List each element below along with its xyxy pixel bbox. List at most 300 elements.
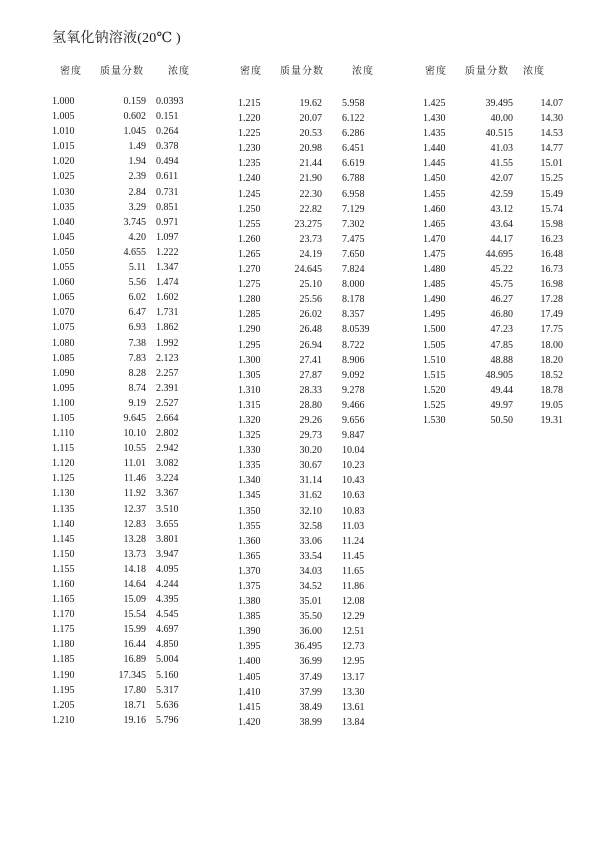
concentration-cell: 17.75 [540,324,563,336]
concentration-cell: 14.07 [540,98,563,109]
concentration-cell: 3.082 [156,458,179,470]
concentration-cell: 9.847 [342,430,365,442]
density-cell: 1.270 [238,264,261,276]
concentration-cell: 2.527 [156,397,179,409]
mass-fraction-cell: 23.73 [299,233,322,245]
mass-fraction-cell: 22.30 [299,188,322,200]
mass-fraction-cell: 27.87 [299,369,322,381]
mass-fraction-cell: 50.50 [490,414,513,426]
density-cell: 1.330 [238,445,261,457]
density-cell: 1.380 [238,596,261,608]
density-cell: 1.400 [238,656,261,668]
mass-fraction-cell: 42.07 [490,173,513,185]
density-cell: 1.520 [423,384,446,396]
concentration-cell: 1.992 [156,337,179,349]
mass-fraction-cell: 45.75 [490,279,513,291]
mass-fraction-cell: 49.97 [490,399,513,411]
mass-fraction-cell: 13.73 [123,548,146,560]
concentration-cell: 12.51 [342,626,365,638]
concentration-cell: 5.004 [156,654,179,666]
density-cell: 1.470 [423,233,446,245]
density-cell: 1.530 [423,414,446,426]
concentration-cell: 5.796 [156,714,179,726]
density-cell: 1.205 [52,699,75,711]
concentration-cell: 15.01 [540,158,563,170]
concentration-cell: 10.63 [342,490,365,502]
density-cell: 1.015 [52,141,75,153]
mass-fraction-cell: 15.54 [123,609,146,621]
mass-fraction-cell: 47.85 [490,339,513,351]
density-cell: 1.095 [52,382,75,394]
header-mass-fraction: 质量分数 [100,66,144,77]
concentration-cell: 1.862 [156,322,179,334]
concentration-cell: 18.20 [540,354,563,366]
header-concentration: 浓度 [523,66,545,77]
density-cell: 1.360 [238,535,261,547]
mass-fraction-cell: 6.47 [128,307,146,319]
concentration-cell: 8.722 [342,339,365,351]
mass-fraction-cell: 12.83 [123,518,146,530]
mass-fraction-cell: 0.159 [123,96,146,107]
concentration-cell: 15.74 [540,203,563,215]
mass-fraction-cell: 48.905 [485,369,513,381]
concentration-cell: 16.98 [540,279,563,291]
header-mass-fraction: 质量分数 [465,66,509,77]
density-cell: 1.415 [238,701,261,713]
density-cell: 1.075 [52,322,75,334]
header-density: 密度 [60,66,82,77]
mass-fraction-cell: 28.33 [299,384,322,396]
concentration-cell: 8.178 [342,294,365,306]
mass-fraction-cell: 17.80 [123,684,146,696]
mass-fraction-cell: 41.03 [490,143,513,155]
mass-fraction-cell: 14.18 [123,563,146,575]
density-cell: 1.195 [52,684,75,696]
mass-fraction-cell: 26.94 [299,339,322,351]
mass-fraction-cell: 3.745 [123,216,146,228]
density-cell: 1.480 [423,264,446,276]
header-density: 密度 [425,66,447,77]
density-cell: 1.375 [238,581,261,592]
concentration-cell: 7.650 [342,248,365,260]
density-cell: 1.150 [52,548,75,560]
mass-fraction-cell: 40.00 [490,113,513,125]
density-cell: 1.280 [238,294,261,306]
mass-fraction-cell: 46.27 [490,294,513,306]
density-cell: 1.185 [52,654,75,666]
mass-fraction-cell: 17.345 [118,669,146,681]
concentration-cell: 0.611 [156,171,179,183]
density-cell: 1.165 [52,594,75,606]
density-cell: 1.495 [423,309,446,321]
density-cell: 1.420 [238,716,261,728]
mass-fraction-cell: 41.55 [490,158,513,170]
concentration-cell: 0.731 [156,186,179,198]
mass-fraction-cell: 9.19 [128,397,146,409]
concentration-cell: 13.84 [342,716,365,728]
concentration-cell: 7.475 [342,233,365,245]
density-cell: 1.110 [52,428,75,440]
mass-fraction-cell: 35.50 [299,611,322,623]
mass-fraction-cell: 44.17 [490,233,513,245]
mass-fraction-cell: 36.99 [299,656,322,668]
mass-fraction-cell: 48.88 [490,354,513,366]
concentration-cell: 4.095 [156,563,179,575]
concentration-cell: 7.824 [342,264,365,276]
density-cell: 1.310 [238,384,261,396]
density-cell: 1.145 [52,533,75,545]
mass-fraction-cell: 11.01 [123,458,146,470]
mass-fraction-cell: 38.49 [299,701,322,713]
mass-fraction-cell: 28.80 [299,399,322,411]
density-cell: 1.115 [52,443,75,455]
concentration-cell: 16.73 [540,264,563,276]
mass-fraction-cell: 10.10 [123,428,146,440]
mass-fraction-cell: 4.655 [123,246,146,258]
concentration-cell: 2.664 [156,412,179,424]
density-cell: 1.450 [423,173,446,185]
mass-fraction-cell: 26.48 [299,324,322,336]
concentration-cell: 15.98 [540,218,563,230]
mass-fraction-cell: 24.645 [294,264,322,276]
density-cell: 1.055 [52,262,75,274]
concentration-cell: 6.451 [342,143,365,155]
concentration-cell: 4.850 [156,639,179,651]
header-density: 密度 [240,66,262,77]
density-cell: 1.340 [238,475,261,487]
mass-fraction-cell: 1.49 [128,141,146,153]
concentration-cell: 4.697 [156,624,179,636]
mass-fraction-cell: 26.02 [299,309,322,321]
concentration-cell: 2.802 [156,428,179,440]
concentration-cell: 0.851 [156,201,179,213]
mass-fraction-cell: 16.89 [123,654,146,666]
mass-fraction-cell: 2.39 [128,171,146,183]
density-cell: 1.125 [52,473,75,485]
mass-fraction-cell: 24.19 [299,248,322,260]
density-cell: 1.100 [52,397,75,409]
density-cell: 1.180 [52,639,75,651]
density-cell: 1.215 [238,98,261,109]
concentration-cell: 2.257 [156,367,179,379]
mass-fraction-cell: 0.602 [123,111,146,123]
density-cell: 1.155 [52,563,75,575]
density-cell: 1.050 [52,246,75,258]
mass-fraction-cell: 40.515 [485,128,513,140]
concentration-cell: 8.0539 [342,324,370,336]
mass-fraction-cell: 6.93 [128,322,146,334]
density-cell: 1.210 [52,714,75,726]
mass-fraction-cell: 12.37 [123,503,146,515]
mass-fraction-cell: 7.83 [128,352,146,364]
concentration-cell: 14.30 [540,113,563,125]
concentration-cell: 2.123 [156,352,179,364]
mass-fraction-cell: 25.56 [299,294,322,306]
density-cell: 1.225 [238,128,261,140]
density-cell: 1.345 [238,490,261,502]
concentration-cell: 0.378 [156,141,179,153]
concentration-cell: 18.78 [540,384,563,396]
concentration-cell: 11.86 [342,581,365,592]
density-cell: 1.025 [52,171,75,183]
mass-fraction-cell: 29.26 [299,414,322,426]
mass-fraction-cell: 7.38 [128,337,146,349]
mass-fraction-cell: 43.12 [490,203,513,215]
mass-fraction-cell: 38.99 [299,716,322,728]
mass-fraction-cell: 34.03 [299,565,322,577]
mass-fraction-cell: 42.59 [490,188,513,200]
density-cell: 1.040 [52,216,75,228]
concentration-cell: 9.466 [342,399,365,411]
concentration-cell: 12.29 [342,611,365,623]
density-cell: 1.315 [238,399,261,411]
mass-fraction-cell: 23.275 [294,218,322,230]
density-cell: 1.300 [238,354,261,366]
density-cell: 1.265 [238,248,261,260]
density-cell: 1.030 [52,186,75,198]
concentration-cell: 2.942 [156,443,179,455]
mass-fraction-cell: 5.56 [128,277,146,289]
concentration-cell: 9.092 [342,369,365,381]
density-cell: 1.240 [238,173,261,185]
mass-fraction-cell: 34.52 [299,581,322,592]
density-cell: 1.430 [423,113,446,125]
concentration-cell: 0.971 [156,216,179,228]
concentration-cell: 7.302 [342,218,365,230]
concentration-cell: 8.357 [342,309,365,321]
concentration-cell: 6.958 [342,188,365,200]
concentration-cell: 8.000 [342,279,365,291]
density-cell: 1.130 [52,488,75,500]
density-cell: 1.425 [423,98,446,109]
density-cell: 1.350 [238,505,261,517]
mass-fraction-cell: 14.64 [123,579,146,590]
mass-fraction-cell: 20.53 [299,128,322,140]
mass-fraction-cell: 30.20 [299,445,322,457]
concentration-cell: 14.77 [540,143,563,155]
density-cell: 1.440 [423,143,446,155]
page-title: 氢氧化钠溶液(20℃ ) [52,31,181,46]
mass-fraction-cell: 21.90 [299,173,322,185]
concentration-cell: 1.097 [156,231,179,243]
density-cell: 1.005 [52,111,75,123]
mass-fraction-cell: 11.46 [123,473,146,485]
mass-fraction-cell: 33.06 [299,535,322,547]
concentration-cell: 5.636 [156,699,179,711]
density-cell: 1.395 [238,641,261,653]
density-cell: 1.235 [238,158,261,170]
mass-fraction-cell: 35.01 [299,596,322,608]
mass-fraction-cell: 45.22 [490,264,513,276]
mass-fraction-cell: 20.07 [299,113,322,125]
concentration-cell: 2.391 [156,382,179,394]
mass-fraction-cell: 19.62 [299,98,322,109]
concentration-cell: 5.317 [156,684,179,696]
density-cell: 1.060 [52,277,75,289]
mass-fraction-cell: 6.02 [128,292,146,304]
density-cell: 1.325 [238,430,261,442]
density-cell: 1.435 [423,128,446,140]
header-mass-fraction: 质量分数 [280,66,324,77]
mass-fraction-cell: 25.10 [299,279,322,291]
concentration-cell: 4.395 [156,594,179,606]
mass-fraction-cell: 37.49 [299,671,322,683]
density-cell: 1.455 [423,188,446,200]
concentration-cell: 4.244 [156,579,179,590]
mass-fraction-cell: 1.045 [123,126,146,138]
concentration-cell: 10.83 [342,505,365,517]
concentration-cell: 11.45 [342,550,365,562]
mass-fraction-cell: 8.74 [128,382,146,394]
density-cell: 1.295 [238,339,261,351]
density-cell: 1.525 [423,399,446,411]
concentration-cell: 11.24 [342,535,365,547]
mass-fraction-cell: 10.55 [123,443,146,455]
mass-fraction-cell: 2.84 [128,186,146,198]
density-cell: 1.120 [52,458,75,470]
density-cell: 1.045 [52,231,75,243]
density-cell: 1.190 [52,669,75,681]
density-cell: 1.260 [238,233,261,245]
concentration-cell: 1.602 [156,292,179,304]
density-cell: 1.445 [423,158,446,170]
mass-fraction-cell: 15.99 [123,624,146,636]
concentration-cell: 0.494 [156,156,179,168]
density-cell: 1.410 [238,686,261,698]
mass-fraction-cell: 21.44 [299,158,322,170]
concentration-cell: 9.656 [342,414,365,426]
density-cell: 1.320 [238,414,261,426]
mass-fraction-cell: 9.645 [123,412,146,424]
mass-fraction-cell: 37.99 [299,686,322,698]
concentration-cell: 16.48 [540,248,563,260]
mass-fraction-cell: 5.11 [128,262,146,274]
density-cell: 1.090 [52,367,75,379]
density-cell: 1.255 [238,218,261,230]
concentration-cell: 6.788 [342,173,365,185]
concentration-cell: 3.367 [156,488,179,500]
density-cell: 1.105 [52,412,75,424]
concentration-cell: 5.160 [156,669,179,681]
mass-fraction-cell: 32.10 [299,505,322,517]
concentration-cell: 15.25 [540,173,563,185]
mass-fraction-cell: 4.20 [128,231,146,243]
concentration-cell: 3.510 [156,503,179,515]
density-cell: 1.405 [238,671,261,683]
mass-fraction-cell: 16.44 [123,639,146,651]
mass-fraction-cell: 43.64 [490,218,513,230]
mass-fraction-cell: 22.82 [299,203,322,215]
density-cell: 1.245 [238,188,261,200]
mass-fraction-cell: 47.23 [490,324,513,336]
concentration-cell: 0.151 [156,111,179,123]
density-cell: 1.515 [423,369,446,381]
mass-fraction-cell: 32.58 [299,520,322,532]
density-cell: 1.465 [423,218,446,230]
density-cell: 1.385 [238,611,261,623]
concentration-cell: 12.08 [342,596,365,608]
concentration-cell: 12.73 [342,641,365,653]
concentration-cell: 3.801 [156,533,179,545]
density-cell: 1.475 [423,248,446,260]
density-cell: 1.080 [52,337,75,349]
density-cell: 1.500 [423,324,446,336]
concentration-cell: 16.23 [540,233,563,245]
density-cell: 1.390 [238,626,261,638]
concentration-cell: 10.04 [342,445,365,457]
concentration-cell: 10.23 [342,460,365,472]
mass-fraction-cell: 18.71 [123,699,146,711]
density-cell: 1.035 [52,201,75,213]
density-cell: 1.140 [52,518,75,530]
density-cell: 1.305 [238,369,261,381]
header-concentration: 浓度 [352,66,374,77]
mass-fraction-cell: 19.16 [123,714,146,726]
density-cell: 1.355 [238,520,261,532]
concentration-cell: 12.95 [342,656,365,668]
concentration-cell: 7.129 [342,203,365,215]
mass-fraction-cell: 31.62 [299,490,322,502]
mass-fraction-cell: 36.00 [299,626,322,638]
concentration-cell: 13.61 [342,701,365,713]
mass-fraction-cell: 36.495 [294,641,322,653]
concentration-cell: 13.30 [342,686,365,698]
concentration-cell: 4.545 [156,609,179,621]
concentration-cell: 0.264 [156,126,179,138]
mass-fraction-cell: 49.44 [490,384,513,396]
density-cell: 1.160 [52,579,75,590]
density-cell: 1.065 [52,292,75,304]
concentration-cell: 10.43 [342,475,365,487]
density-cell: 1.085 [52,352,75,364]
concentration-cell: 5.958 [342,98,365,109]
concentration-cell: 11.03 [342,520,365,532]
concentration-cell: 6.286 [342,128,365,140]
concentration-cell: 1.474 [156,277,179,289]
concentration-cell: 18.52 [540,369,563,381]
mass-fraction-cell: 3.29 [128,201,146,213]
density-cell: 1.275 [238,279,261,291]
concentration-cell: 19.31 [540,414,563,426]
mass-fraction-cell: 11.92 [123,488,146,500]
mass-fraction-cell: 20.98 [299,143,322,155]
concentration-cell: 15.49 [540,188,563,200]
concentration-cell: 17.28 [540,294,563,306]
concentration-cell: 1.222 [156,246,179,258]
concentration-cell: 11.65 [342,565,365,577]
density-cell: 1.510 [423,354,446,366]
density-cell: 1.505 [423,339,446,351]
concentration-cell: 13.17 [342,671,365,683]
mass-fraction-cell: 31.14 [299,475,322,487]
density-cell: 1.460 [423,203,446,215]
concentration-cell: 6.122 [342,113,365,125]
density-cell: 1.070 [52,307,75,319]
concentration-cell: 18.00 [540,339,563,351]
concentration-cell: 0.0393 [156,96,184,107]
density-cell: 1.290 [238,324,261,336]
density-cell: 1.220 [238,113,261,125]
concentration-cell: 9.278 [342,384,365,396]
density-cell: 1.175 [52,624,75,636]
density-cell: 1.010 [52,126,75,138]
concentration-cell: 6.619 [342,158,365,170]
mass-fraction-cell: 27.41 [299,354,322,366]
density-cell: 1.170 [52,609,75,621]
concentration-cell: 1.731 [156,307,179,319]
mass-fraction-cell: 15.09 [123,594,146,606]
mass-fraction-cell: 13.28 [123,533,146,545]
